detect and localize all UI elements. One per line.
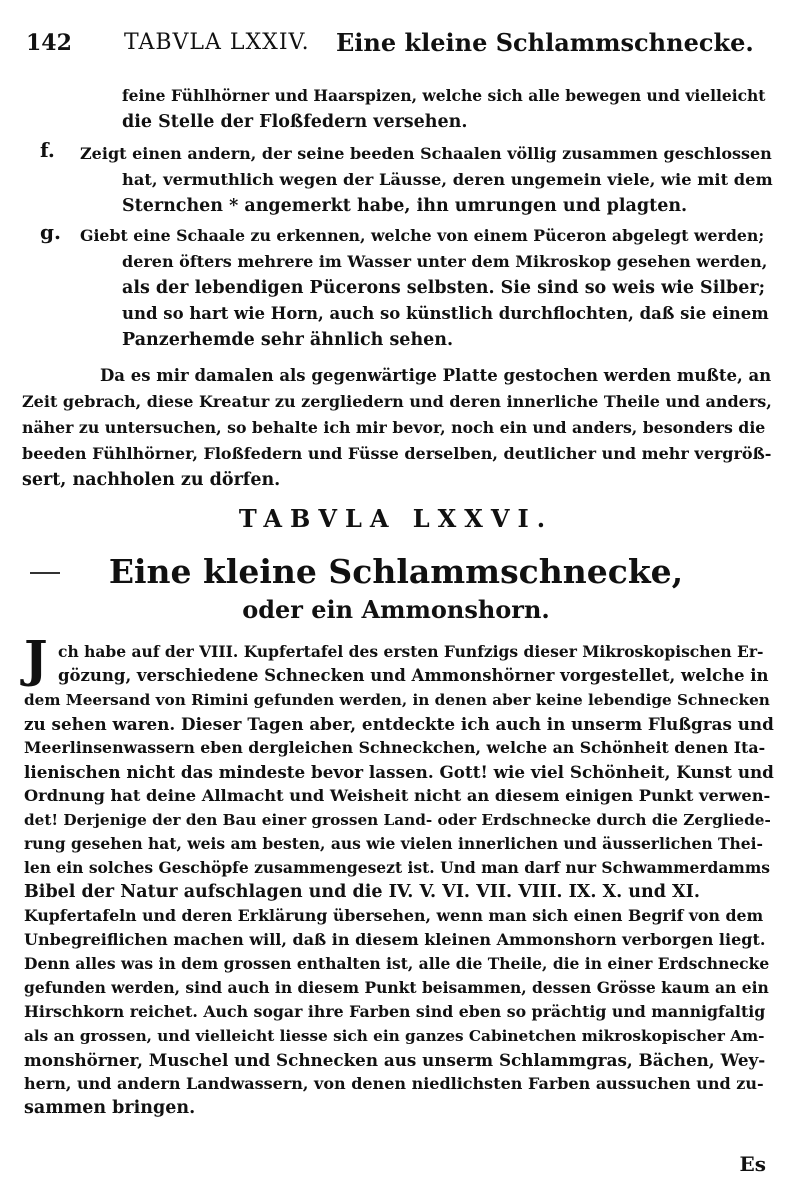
body-line: als an grossen, und vielleicht liesse sich ein ganzes Cabinetchen mikroskopischer Am- <box>24 1027 765 1045</box>
item-label-f: f. <box>40 138 55 162</box>
closing-paragraph-line: beeden Fühlhörner, Floßfedern und Füsse derselben, deutlicher und mehr vergröß- <box>22 444 772 463</box>
item-g-line: und so hart wie Horn, auch so künstlich durchflochten, daß sie einem <box>122 304 769 323</box>
body-line: Kupfertafeln und deren Erklärung übersehen, wenn man sich einen Begrif von dem <box>24 906 764 925</box>
body-line: rung gesehen hat, weis am besten, aus wie vielen innerlichen und äusserlichen Thei- <box>24 834 763 853</box>
item-g-line: Giebt eine Schaale zu erkennen, welche von einem Püceron abgelegt werden; <box>80 226 765 245</box>
body-line: Denn alles was in dem grossen enthalten ist, alle die Theile, die in einer Erdschnecke <box>24 954 770 973</box>
body-line: lienischen nicht das mindeste bevor lassen. Gott! wie viel Schönheit, Kunst und <box>24 762 774 782</box>
body-line: Hirschkorn reichet. Auch sogar ihre Farben sind eben so prächtig und mannigfaltig <box>24 1002 766 1021</box>
page-number: 142 <box>26 30 72 56</box>
item-g-line: Panzerhemde sehr ähnlich sehen. <box>122 330 454 350</box>
running-head-tabula: TABVLA LXXIV. <box>124 30 310 55</box>
closing-paragraph-line: Zeit gebrach, diese Kreatur zu zergliedern und deren innerliche Theile und anders, <box>22 392 772 411</box>
body-line: len ein solches Geschöpfe zusammengesezt ist. Und man darf nur Schwammerdamms <box>24 858 770 877</box>
body-line: sammen bringen. <box>24 1098 196 1118</box>
catchword: Es <box>739 1152 766 1176</box>
body-line: monshörner, Muschel und Schnecken aus unserm Schlammgras, Bächen, Wey- <box>24 1050 766 1070</box>
item-g-line: als der lebendigen Pücerons selbsten. Sie sind so weis wie Silber; <box>122 278 766 298</box>
section-label: TABVLA LXXVI. <box>238 504 554 533</box>
body-line: Meerlinsenwassern eben dergleichen Schneckchen, welche an Schönheit denen Ita- <box>24 738 766 757</box>
body-line: Ordnung hat deine Allmacht und Weisheit nicht an diesem einigen Punkt verwen- <box>24 786 771 805</box>
continuation-line: feine Fühlhörner und Haarspizen, welche sich alle bewegen und vielleicht <box>122 86 766 105</box>
body-line: hern, und andern Landwassern, von denen niedlichsten Farben aussuchen und zu- <box>24 1074 764 1093</box>
dropcap: J <box>24 629 48 688</box>
section-subtitle: oder ein Ammonshorn. <box>242 595 550 624</box>
body-line: det! Derjenige der den Bau einer grossen Land- oder Erdschnecke durch die Zergliede- <box>24 811 771 829</box>
running-head <box>26 28 772 68</box>
continuation-line: die Stelle der Floßfedern versehen. <box>122 112 468 132</box>
body-line: zu sehen waren. Dieser Tagen aber, entdeckte ich auch in unserm Flußgras und <box>24 714 774 734</box>
body-line: ch habe auf der VIII. Kupfertafel des ersten Funfzigs dieser Mikroskopischen Er- <box>58 642 764 661</box>
closing-paragraph-line: sert, nachholen zu dörfen. <box>22 470 281 490</box>
body-line: dem Meersand von Rimini gefunden werden, in denen aber keine lebendige Schnecken <box>24 691 770 709</box>
closing-paragraph-line: Da es mir damalen als gegenwärtige Platte gestochen werden mußte, an <box>100 366 772 385</box>
item-label-g: g. <box>40 220 61 244</box>
item-f-line: Zeigt einen andern, der seine beeden Schaalen völlig zusammen geschlossen <box>80 144 772 163</box>
running-head-title: Eine kleine Schlammschnecke. <box>336 28 754 57</box>
body-line: Unbegreiflichen machen will, daß in diesem kleinen Ammonshorn verborgen liegt. <box>24 930 766 949</box>
item-f-line: Sternchen * angemerkt habe, ihn umrungen und plagten. <box>122 196 688 216</box>
closing-paragraph-line: näher zu untersuchen, so behalte ich mir bevor, noch ein und anders, besonders die <box>22 418 766 437</box>
item-f-line: hat, vermuthlich wegen der Läusse, deren ungemein viele, wie mit dem <box>122 170 773 189</box>
section-title: Eine kleine Schlammschnecke, <box>108 552 684 591</box>
item-g-line: deren öfters mehrere im Wasser unter dem Mikroskop gesehen werden, <box>122 252 768 271</box>
body-line: gözung, verschiedene Schnecken und Ammonshörner vorgestellet, welche in <box>58 666 769 685</box>
body-line: gefunden werden, sind auch in diesem Punkt beisammen, dessen Grösse kaum an ein <box>24 978 769 997</box>
body-line: Bibel der Natur aufschlagen und die IV. V. VI. VII. VIII. IX. X. und XI. <box>24 882 700 902</box>
